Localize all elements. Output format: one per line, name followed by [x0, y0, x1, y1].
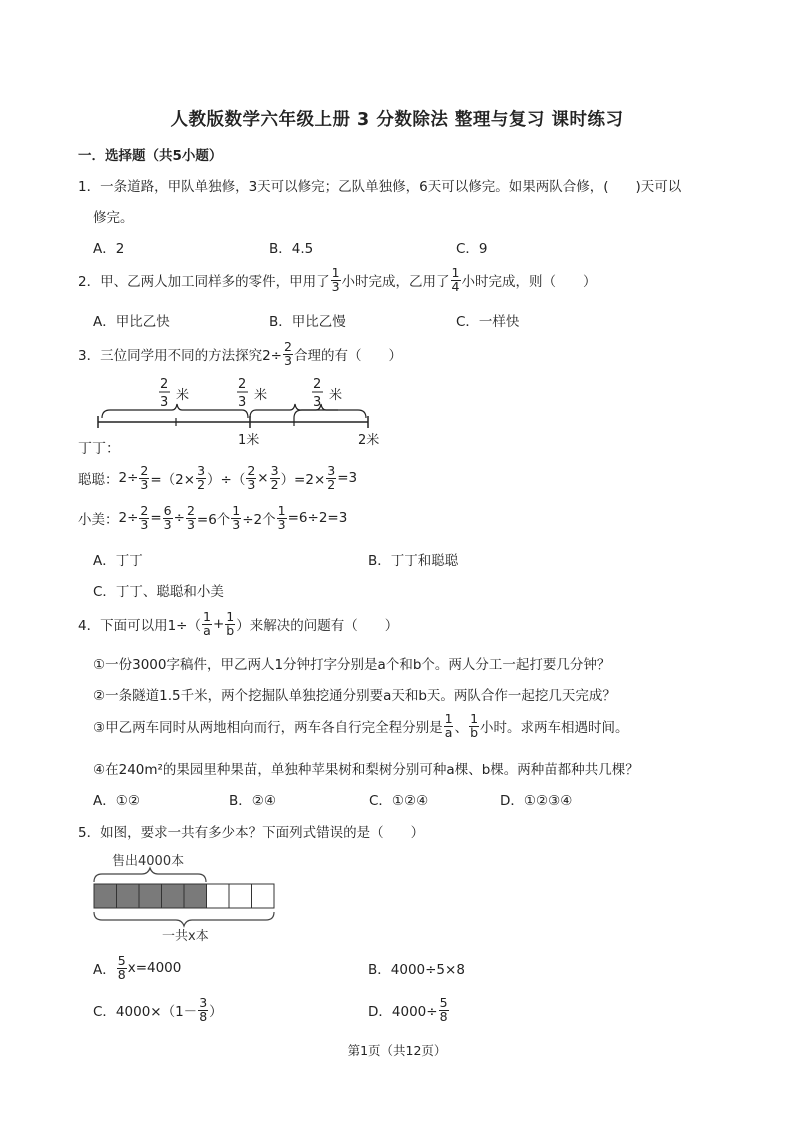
expr-text: 2÷	[118, 510, 139, 526]
fraction-den: 8	[199, 1008, 208, 1024]
seg-num: 2	[160, 377, 169, 392]
mark-2m: 2米	[358, 433, 380, 448]
total-label: 一共x本	[162, 929, 209, 944]
seg-den: 3	[238, 395, 247, 410]
fraction-den: 3	[140, 516, 149, 532]
q4-text-post: ）来解决的问题有（ ）	[236, 618, 399, 634]
q4-item3-pre: ③甲乙两车同时从两地相向而行，两车各自行完全程分别是	[93, 720, 443, 736]
expr-text: =6÷2=3	[287, 510, 348, 526]
q5-option-a	[93, 955, 181, 981]
bar-cell-shaded	[184, 884, 207, 908]
bar-cell-shaded	[162, 884, 185, 908]
fraction-num: 1	[331, 265, 340, 280]
fraction	[444, 713, 454, 739]
fraction-num: 6	[163, 503, 172, 518]
fraction-den: 3	[331, 278, 340, 294]
opt-prefix: A．	[93, 962, 116, 978]
q2-option-c: C．一样快	[456, 314, 520, 330]
page-footer: 第1页（共12页）	[347, 1043, 447, 1058]
fraction-den: 8	[439, 1008, 448, 1024]
fraction-num: 1	[277, 503, 286, 518]
fraction-num: 1	[444, 711, 453, 726]
q4-item-4: ④在240m²的果园里种果苗，单独种苹果树和梨树分别可种a棵、b棵。两种苗都种共几棵？	[93, 762, 639, 778]
xiaomei-label: 小美：	[78, 512, 119, 528]
q3-text-pre: 3．三位同学用不同的方法探究2÷	[78, 348, 282, 364]
q4-option-b: B．②④	[229, 793, 276, 809]
expr-text: ）÷（	[207, 472, 246, 488]
q1-option-b: B．4.5	[269, 241, 314, 257]
seg-num: 2	[313, 377, 322, 392]
opt-text: ）	[209, 1004, 223, 1020]
bar-cell-empty	[252, 884, 275, 908]
seg-unit: 米	[254, 388, 268, 403]
plus-sign: +	[212, 616, 225, 632]
question-4	[78, 611, 398, 637]
fraction	[225, 611, 235, 637]
fraction	[277, 505, 287, 531]
fraction	[139, 505, 149, 531]
seg-den: 3	[313, 395, 322, 410]
fraction-den: 3	[247, 476, 256, 492]
fraction-num: 2	[186, 503, 195, 518]
q3-text-post: 合理的有（ ）	[293, 348, 402, 364]
congcong-label: 聪聪：	[78, 472, 119, 488]
fraction	[331, 267, 341, 293]
fraction	[196, 465, 206, 491]
page-title: 人教版数学六年级上册 3 分数除法 整理与复习 课时练习	[170, 110, 624, 130]
fraction-den: 2	[270, 476, 279, 492]
opt-text: x=4000	[127, 960, 182, 976]
q2-option-b: B．甲比乙慢	[269, 314, 346, 330]
seg-unit: 米	[329, 388, 343, 403]
bar-cell-shaded	[117, 884, 140, 908]
fraction-den: 4	[451, 278, 460, 294]
fraction-den: b	[226, 622, 235, 638]
bar-cells	[94, 884, 274, 908]
expr-text: ）=2×	[280, 472, 326, 488]
fraction	[469, 713, 479, 739]
expr-text: =（2×	[150, 472, 196, 488]
q4-item3-sep: 、	[454, 720, 469, 736]
expr-text: ÷	[173, 510, 185, 526]
q4-option-d: D．①②③④	[500, 793, 573, 809]
question-3	[78, 341, 402, 367]
q2-text-mid: 小时完成，乙用了	[341, 274, 450, 290]
q4-item3-post: 小时。求两车相遇时间。	[480, 720, 629, 736]
fraction	[198, 997, 208, 1023]
fraction-den: a	[203, 622, 211, 638]
fraction-den: 3	[140, 476, 149, 492]
fraction	[117, 955, 127, 981]
q4-item-1: ①一份3000字稿件，甲乙两人1分钟打字分别是a个和b个。两人分工一起打要几分钟？	[93, 657, 611, 673]
fraction-num: 2	[247, 463, 256, 478]
fraction-den: 3	[163, 516, 172, 532]
seg-den: 3	[160, 395, 169, 410]
opt-prefix: D．4000÷	[368, 1004, 438, 1020]
fraction-den: 3	[284, 352, 292, 368]
fraction-num: 1	[470, 711, 479, 726]
q3-option-b: B．丁丁和聪聪	[368, 553, 459, 569]
fraction	[326, 465, 336, 491]
opt-prefix: C．4000×（1－	[93, 1004, 198, 1020]
expr-text: ×	[257, 470, 269, 486]
q1-option-a: A．2	[93, 241, 125, 257]
q4-item-3	[93, 713, 629, 739]
q5-option-b: B．4000÷5×8	[368, 962, 465, 978]
sold-label: 售出4000本	[112, 854, 185, 869]
fraction	[231, 505, 241, 531]
xiaomei-line	[78, 505, 347, 531]
mark-1m: 1米	[238, 433, 260, 448]
fraction-num: 2	[140, 463, 149, 478]
q3-option-a: A．丁丁	[93, 553, 143, 569]
fraction-den: 2	[327, 476, 336, 492]
fraction-num: 1	[451, 265, 460, 280]
question-1-line2: 修完。	[93, 210, 134, 226]
fraction-den: 3	[186, 516, 195, 532]
question-2	[78, 267, 597, 293]
question-1-line1: 1．一条道路，甲队单独修，3天可以修完；乙队单独修，6天可以修完。如果两队合修，( )天可以	[78, 179, 682, 195]
fraction-num: 3	[199, 995, 208, 1010]
fraction	[202, 611, 212, 637]
dingding-label: 丁丁：	[78, 441, 120, 457]
bar-cell-empty	[207, 884, 230, 908]
q3-option-c: C．丁丁、聪聪和小美	[93, 584, 224, 600]
q2-text-post: 小时完成，则（ ）	[461, 274, 597, 290]
fraction-den: 8	[117, 966, 126, 982]
bar-cell-shaded	[94, 884, 117, 908]
congcong-line	[78, 465, 357, 491]
fraction	[139, 465, 149, 491]
fraction-den: 3	[277, 516, 286, 532]
q2-option-a: A．甲比乙快	[93, 314, 170, 330]
fraction-num: 3	[270, 463, 279, 478]
section-heading: 一．选择题（共5小题）	[78, 148, 223, 164]
expr-text: =6个	[196, 512, 231, 528]
seg-unit: 米	[176, 388, 190, 403]
question-5: 5．如图，要求一共有多少本？下面列式错误的是（ ）	[78, 825, 425, 841]
q1-option-c: C．9	[456, 241, 488, 257]
fraction	[451, 267, 461, 293]
fraction-num: 3	[197, 463, 206, 478]
fraction	[439, 997, 449, 1023]
expr-text: ÷2个	[242, 512, 276, 528]
fraction-den: 3	[232, 516, 241, 532]
fraction-num: 5	[117, 953, 126, 968]
q5-option-d	[368, 997, 450, 1023]
expr-text: 2÷	[118, 470, 139, 486]
fraction-den: b	[470, 724, 478, 740]
fraction	[246, 465, 256, 491]
segment-diagram	[88, 376, 388, 452]
fraction	[163, 505, 173, 531]
fraction-num: 3	[327, 463, 336, 478]
fraction	[283, 341, 293, 367]
bar-diagram	[90, 850, 290, 944]
bar-cell-shaded	[139, 884, 162, 908]
seg-num: 2	[238, 377, 247, 392]
expr-text: =	[150, 510, 162, 526]
fraction-num: 2	[140, 503, 149, 518]
fraction-num: 1	[226, 609, 235, 624]
fraction-num: 5	[439, 995, 448, 1010]
fraction-num: 2	[284, 339, 292, 354]
fraction	[186, 505, 196, 531]
q4-option-a: A．①②	[93, 793, 140, 809]
fraction-den: a	[444, 724, 453, 740]
q4-item-2: ②一条隧道1.5千米，两个挖掘队单独挖通分别要a天和b天。两队合作一起挖几天完成？	[93, 688, 616, 704]
fraction	[270, 465, 280, 491]
expr-text: =3	[337, 470, 358, 486]
fraction-num: 1	[203, 609, 211, 624]
fraction-num: 1	[232, 503, 241, 518]
q5-option-c	[93, 997, 223, 1023]
bar-cell-empty	[229, 884, 252, 908]
q2-text-pre: 2．甲、乙两人加工同样多的零件，甲用了	[78, 274, 330, 290]
fraction-den: 2	[197, 476, 206, 492]
q4-option-c: C．①②④	[369, 793, 429, 809]
q4-text-pre: 4．下面可以用1÷（	[78, 618, 201, 634]
